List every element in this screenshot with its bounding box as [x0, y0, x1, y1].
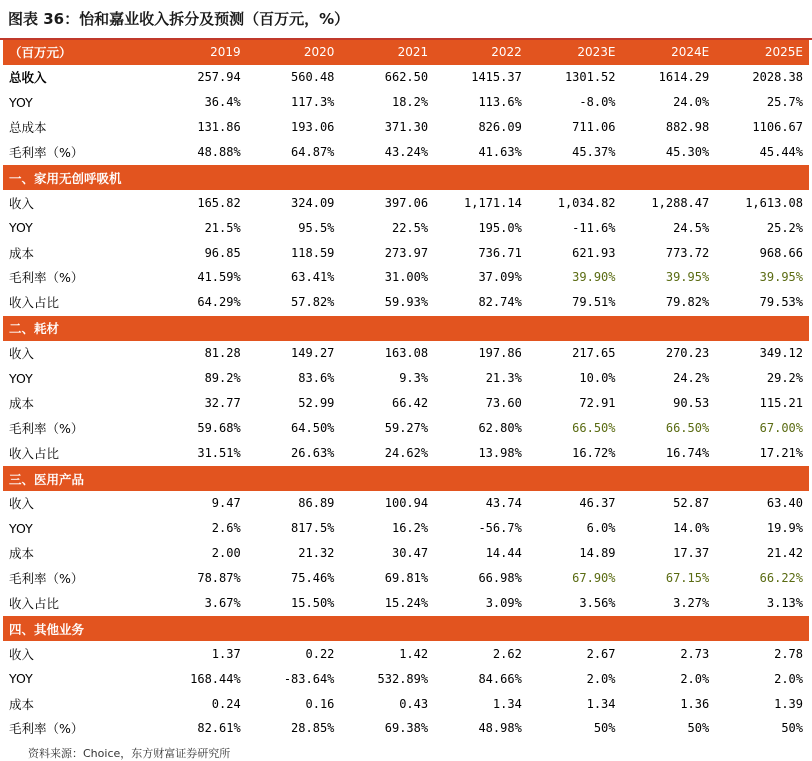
- table-cell: 2.67: [586, 646, 616, 661]
- table-cell: 257.94: [197, 70, 241, 85]
- table-cell: 826.09: [478, 120, 522, 135]
- table-header-row: [3, 40, 809, 65]
- table-cell: 30.47: [391, 546, 429, 561]
- table-cell: 1.37: [211, 646, 241, 661]
- table-cell: 36.4%: [204, 95, 241, 110]
- table-row: [3, 666, 809, 691]
- year-header: 2021: [340, 40, 434, 65]
- table-cell: 67.90%: [572, 571, 616, 586]
- table-cell: 24.5%: [673, 220, 710, 235]
- table-row: [3, 140, 809, 165]
- year-header: 2023E: [528, 40, 622, 65]
- row-label: YOY: [9, 370, 33, 386]
- table-cell: 79.82%: [665, 295, 710, 310]
- section-header-row: [3, 165, 809, 190]
- table-cell: 1301.52: [564, 70, 616, 85]
- table-cell: 84.66%: [478, 671, 522, 686]
- table-cell: 52.99: [298, 395, 335, 410]
- table-cell: 3.13%: [766, 596, 803, 611]
- table-cell: 46.37: [579, 496, 616, 511]
- table-row: [3, 591, 809, 616]
- table-cell: 31.51%: [197, 445, 241, 460]
- table-cell: 79.53%: [759, 295, 803, 310]
- table-cell: -56.7%: [478, 521, 522, 536]
- row-label: 毛利率（%）: [9, 145, 84, 160]
- table-row: [3, 215, 809, 240]
- table-cell: 16.2%: [391, 521, 429, 536]
- table-cell: 1,171.14: [464, 195, 522, 210]
- table-cell: 1,034.82: [557, 195, 616, 210]
- table-cell: 78.87%: [197, 571, 241, 586]
- table-cell: 163.08: [384, 346, 429, 361]
- table-cell: 0.16: [305, 696, 335, 711]
- table-row: [3, 440, 809, 465]
- row-label: 毛利率（%）: [9, 420, 84, 436]
- table-cell: 66.50%: [572, 420, 616, 435]
- table-cell: 48.88%: [197, 145, 241, 159]
- table-cell: 21.3%: [485, 371, 522, 386]
- section-title: 二、耗材: [3, 315, 809, 340]
- table-row: [3, 65, 809, 90]
- table-cell: 0.43: [399, 696, 429, 711]
- table-cell: 15.24%: [384, 596, 429, 611]
- table-cell: 968.66: [759, 245, 803, 260]
- table-cell: 2.00: [211, 546, 241, 561]
- table-cell: 69.38%: [384, 721, 429, 736]
- row-label: 总成本: [9, 120, 47, 136]
- table-cell: 41.63%: [478, 145, 522, 159]
- row-label: YOY: [9, 220, 33, 236]
- table-row: [3, 366, 809, 391]
- table-cell: 63.40: [766, 496, 803, 511]
- table-cell: 1.34: [492, 696, 522, 711]
- row-label: 成本: [9, 546, 35, 562]
- table-cell: 195.0%: [478, 220, 522, 235]
- table-cell: 45.37%: [572, 145, 616, 159]
- table-cell: 1,613.08: [745, 195, 803, 210]
- row-label: 总收入: [9, 70, 47, 86]
- table-cell: 13.98%: [478, 445, 522, 460]
- section-title: 一、家用无创呼吸机: [3, 165, 809, 190]
- table-cell: 75.46%: [291, 571, 335, 586]
- table-cell: 57.82%: [291, 295, 335, 310]
- row-label: 收入: [9, 496, 35, 512]
- table-row: [3, 641, 809, 666]
- unit-label: （百万元）: [3, 40, 153, 65]
- table-cell: 52.87: [673, 496, 710, 511]
- table-cell: -83.64%: [283, 671, 335, 686]
- row-label: 收入占比: [9, 596, 60, 612]
- table-cell: 39.95%: [665, 270, 710, 285]
- table-cell: 9.47: [211, 496, 241, 511]
- table-cell: 773.72: [665, 245, 710, 260]
- table-cell: 39.95%: [759, 270, 803, 285]
- table-cell: 662.50: [384, 70, 429, 85]
- table-cell: 29.2%: [766, 371, 803, 386]
- row-label: YOY: [9, 94, 33, 110]
- table-cell: 2.73: [680, 646, 710, 661]
- table-cell: 21.42: [766, 546, 803, 561]
- table-cell: 2.0%: [774, 671, 803, 686]
- table-cell: 45.44%: [759, 145, 803, 159]
- table-cell: 560.48: [291, 70, 335, 85]
- table-cell: 41.59%: [197, 270, 241, 285]
- table-cell: 349.12: [759, 346, 803, 361]
- table-cell: 73.60: [485, 395, 522, 410]
- table-cell: 2028.38: [752, 70, 803, 85]
- year-header: 2022: [434, 40, 528, 65]
- table-cell: 2.0%: [586, 671, 616, 686]
- table-cell: 67.00%: [759, 420, 803, 435]
- source-note: 资料来源：Choice，东方财富证券研究所: [28, 746, 231, 760]
- table-cell: 193.06: [291, 120, 335, 135]
- table-cell: 16.72%: [572, 445, 616, 460]
- table-cell: 100.94: [384, 496, 429, 511]
- table-cell: 43.74: [485, 496, 522, 511]
- table-cell: 3.67%: [204, 596, 241, 611]
- table-cell: 17.37: [673, 546, 710, 561]
- table-cell: 50%: [593, 721, 616, 736]
- table-cell: 14.89: [579, 546, 616, 561]
- table-cell: 6.0%: [586, 521, 616, 536]
- table-cell: 50%: [687, 721, 710, 736]
- page-title: 图表 36：怡和嘉业收入拆分及预测（百万元，%）: [0, 0, 812, 40]
- table-cell: 83.6%: [298, 371, 335, 386]
- table-cell: 217.65: [572, 346, 616, 361]
- table-row: [3, 265, 809, 290]
- table-row: [3, 716, 809, 741]
- revenue-table: [3, 40, 809, 741]
- table-cell: 59.27%: [384, 420, 429, 435]
- row-label: 收入: [9, 195, 35, 211]
- table-cell: 711.06: [572, 120, 616, 135]
- table-cell: 197.86: [478, 346, 522, 361]
- table-cell: 66.42: [391, 395, 429, 410]
- table-cell: 17.21%: [759, 445, 803, 460]
- table-cell: 165.82: [197, 195, 241, 210]
- table-cell: 1106.67: [752, 120, 803, 135]
- table-cell: 26.63%: [291, 445, 335, 460]
- table-cell: 115.21: [759, 395, 803, 410]
- table-cell: -11.6%: [572, 220, 616, 235]
- table-cell: 81.28: [204, 346, 241, 361]
- table-cell: 14.0%: [673, 521, 710, 536]
- table-cell: 28.85%: [291, 721, 335, 736]
- table-cell: 736.71: [478, 245, 522, 260]
- row-label: 毛利率（%）: [9, 270, 84, 286]
- table-row: [3, 541, 809, 566]
- row-label: 收入占比: [9, 295, 60, 311]
- table-cell: 324.09: [291, 195, 335, 210]
- table-cell: 64.50%: [291, 420, 335, 435]
- table-cell: 2.6%: [211, 521, 241, 536]
- table-cell: 86.89: [298, 496, 335, 511]
- table-cell: 95.5%: [298, 220, 335, 235]
- table-cell: 39.90%: [572, 270, 616, 285]
- year-header: 2019: [153, 40, 247, 65]
- row-label: 毛利率（%）: [9, 721, 84, 737]
- table-cell: 0.22: [305, 646, 335, 661]
- table-cell: 31.00%: [384, 270, 429, 285]
- table-cell: 24.62%: [384, 445, 429, 460]
- table-cell: 43.24%: [384, 145, 429, 159]
- table-cell: 168.44%: [190, 671, 241, 686]
- table-cell: 1415.37: [471, 70, 522, 85]
- table-cell: 273.97: [384, 245, 429, 260]
- table-cell: -8.0%: [579, 95, 616, 110]
- table-cell: 64.87%: [291, 145, 335, 159]
- table-cell: 2.0%: [680, 671, 710, 686]
- table-row: [3, 566, 809, 591]
- table-cell: 66.22%: [759, 571, 803, 586]
- table-row: [3, 341, 809, 366]
- table-row: [3, 240, 809, 265]
- table-cell: 24.0%: [673, 95, 710, 110]
- table-cell: 96.85: [204, 245, 241, 260]
- table-cell: 397.06: [384, 195, 429, 210]
- table-cell: 59.93%: [384, 295, 429, 310]
- row-label: 毛利率（%）: [9, 571, 84, 587]
- table-cell: 2.78: [774, 646, 803, 661]
- table-cell: 64.29%: [197, 295, 241, 310]
- table-cell: 3.09%: [485, 596, 522, 611]
- table-cell: 1614.29: [658, 70, 710, 85]
- table-row: [3, 190, 809, 215]
- table-cell: 22.5%: [391, 220, 429, 235]
- row-label: 收入占比: [9, 445, 60, 461]
- table-row: [3, 691, 809, 716]
- table-cell: 371.30: [384, 120, 429, 135]
- section-header-row: [3, 315, 809, 340]
- table-cell: 3.27%: [673, 596, 710, 611]
- table-cell: 14.44: [485, 546, 522, 561]
- table-cell: 50%: [781, 721, 803, 736]
- table-cell: 149.27: [291, 346, 335, 361]
- table-cell: 10.0%: [579, 371, 616, 386]
- table-row: [3, 390, 809, 415]
- table-cell: 0.24: [211, 696, 241, 711]
- table-body: [3, 40, 809, 741]
- table-cell: 2.62: [492, 646, 522, 661]
- row-label: 收入: [9, 346, 35, 362]
- table-row: [3, 115, 809, 140]
- row-label: 收入: [9, 646, 35, 662]
- section-title: 四、其他业务: [3, 616, 809, 641]
- table-cell: 32.77: [204, 395, 241, 410]
- row-label: YOY: [9, 520, 33, 536]
- table-cell: 82.74%: [478, 295, 522, 310]
- table-cell: 21.32: [298, 546, 335, 561]
- table-cell: 3.56%: [579, 596, 616, 611]
- row-label: YOY: [9, 671, 33, 687]
- table-row: [3, 491, 809, 516]
- table-row: [3, 415, 809, 440]
- table-cell: 117.3%: [291, 95, 335, 110]
- table-cell: 66.98%: [478, 571, 522, 586]
- table-cell: 45.30%: [665, 145, 710, 159]
- table-cell: 82.61%: [197, 721, 241, 736]
- year-header: 2025E: [715, 40, 809, 65]
- table-cell: 25.7%: [766, 95, 803, 110]
- table-cell: 118.59: [291, 245, 335, 260]
- table-cell: 621.93: [572, 245, 616, 260]
- table-row: [3, 90, 809, 115]
- table-cell: 89.2%: [204, 371, 241, 386]
- row-label: 成本: [9, 245, 35, 261]
- table-cell: 19.9%: [766, 521, 803, 536]
- section-title: 三、医用产品: [3, 466, 809, 491]
- table-cell: 59.68%: [197, 420, 241, 435]
- table-cell: 113.6%: [478, 95, 522, 110]
- table-cell: 90.53: [673, 395, 710, 410]
- section-header-row: [3, 616, 809, 641]
- table-cell: 131.86: [197, 120, 241, 135]
- table-cell: 9.3%: [399, 371, 429, 386]
- table-cell: 21.5%: [204, 220, 241, 235]
- year-header: 2020: [247, 40, 341, 65]
- table-cell: 817.5%: [291, 521, 335, 536]
- table-cell: 1.42: [399, 646, 429, 661]
- section-header-row: [3, 466, 809, 491]
- table-cell: 66.50%: [665, 420, 710, 435]
- table-cell: 15.50%: [291, 596, 335, 611]
- table-cell: 1.39: [774, 696, 803, 711]
- table-cell: 270.23: [665, 346, 710, 361]
- table-cell: 79.51%: [572, 295, 616, 310]
- table-cell: 1.36: [680, 696, 710, 711]
- table-cell: 69.81%: [384, 571, 429, 586]
- table-cell: 532.89%: [377, 671, 429, 686]
- table-cell: 67.15%: [665, 571, 710, 586]
- table-row: [3, 290, 809, 315]
- table-cell: 62.80%: [478, 420, 522, 435]
- table-cell: 48.98%: [478, 721, 522, 736]
- year-header: 2024E: [622, 40, 716, 65]
- table-cell: 16.74%: [665, 445, 710, 460]
- table-cell: 25.2%: [766, 220, 803, 235]
- table-cell: 63.41%: [291, 270, 335, 285]
- row-label: 成本: [9, 696, 35, 712]
- table-cell: 882.98: [665, 120, 710, 135]
- table-cell: 18.2%: [391, 95, 429, 110]
- table-cell: 24.2%: [673, 371, 710, 386]
- row-label: 成本: [9, 395, 35, 411]
- table-cell: 37.09%: [478, 270, 522, 285]
- table-cell: 1.34: [586, 696, 616, 711]
- table-cell: 72.91: [579, 395, 616, 410]
- table-cell: 1,288.47: [651, 195, 710, 210]
- table-row: [3, 516, 809, 541]
